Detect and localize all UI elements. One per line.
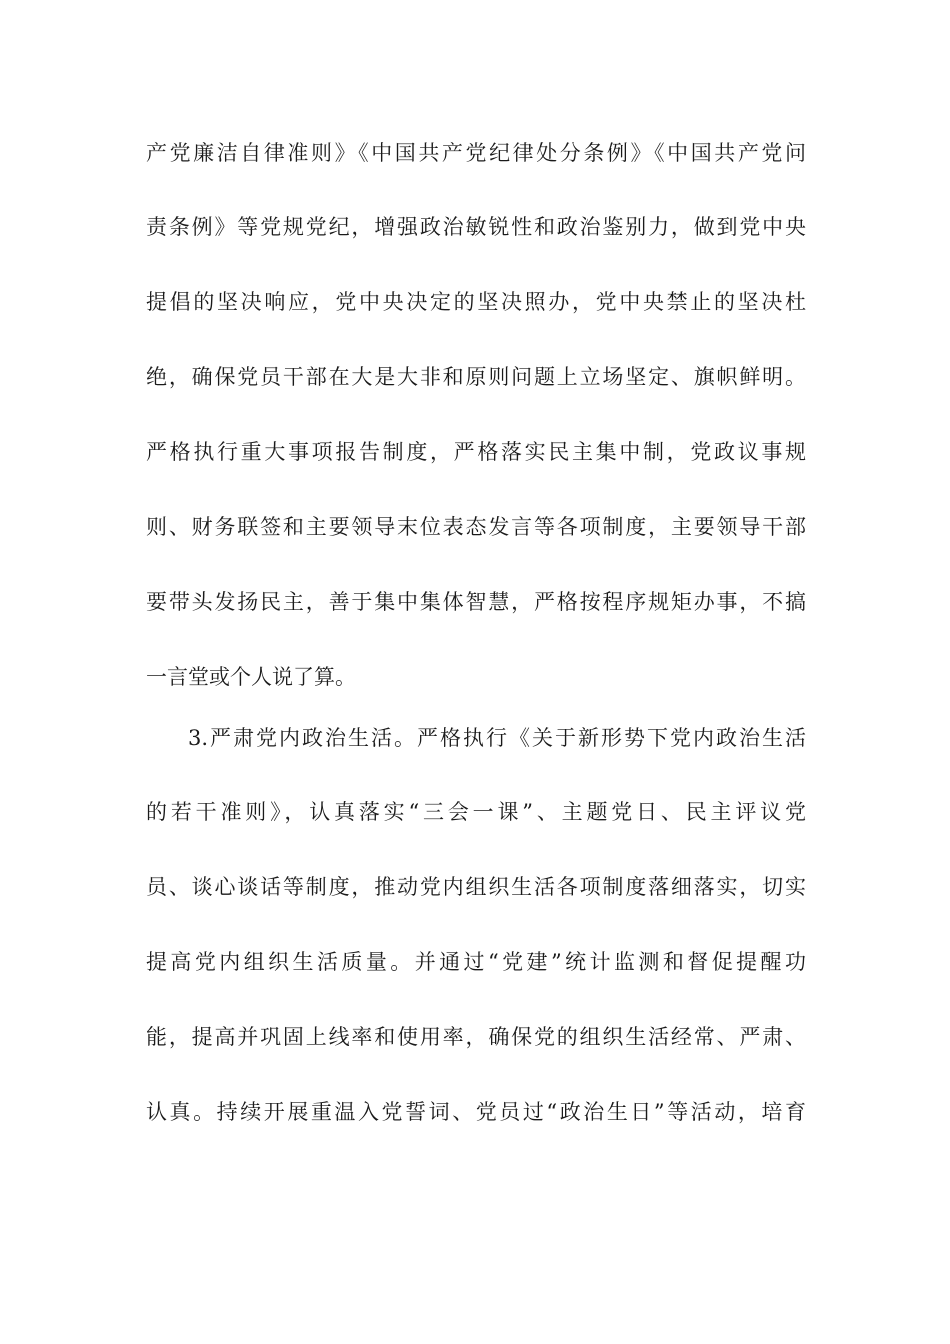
body-text-line: 提高党内组织生活质量。并通过“党建”统计监测和督促提醒功 [146,950,806,974]
body-text-line: 提倡的坚决响应，党中央决定的坚决照办，党中央禁止的坚决杜 [146,290,806,314]
body-text-line: 严格执行重大事项报告制度，严格落实民主集中制，党政议事规 [146,440,806,464]
body-text-line: 员、谈心谈话等制度，推动党内组织生活各项制度落细落实，切实 [146,875,806,899]
body-text-line: 则、财务联签和主要领导末位表态发言等各项制度，主要领导干部 [146,515,806,539]
body-text-line: 责条例》等党规党纪，增强政治敏锐性和政治鉴别力，做到党中央 [146,215,806,239]
body-text-line: 认真。持续开展重温入党誓词、党员过“政治生日”等活动，培育 [146,1100,806,1124]
body-text-line: 能，提高并巩固上线率和使用率，确保党的组织生活经常、严肃、 [146,1025,806,1049]
body-text-line: 绝，确保党员干部在大是大非和原则问题上立场坚定、旗帜鲜明。 [146,365,806,389]
body-text-line: 产党廉洁自律准则》《中国共产党纪律处分条例》《中国共产党问 [146,141,806,165]
body-text-line: 要带头发扬民主，善于集中集体智慧，严格按程序规矩办事，不搞 [146,590,806,614]
body-text-line: 的若干准则》，认真落实“三会一课”、主题党日、民主评议党 [146,800,806,824]
paragraph-heading-line: 3.严肃党内政治生活。严格执行《关于新形势下党内政治生活 [188,726,806,750]
body-text-line: 一言堂或个人说了算。 [146,665,356,689]
